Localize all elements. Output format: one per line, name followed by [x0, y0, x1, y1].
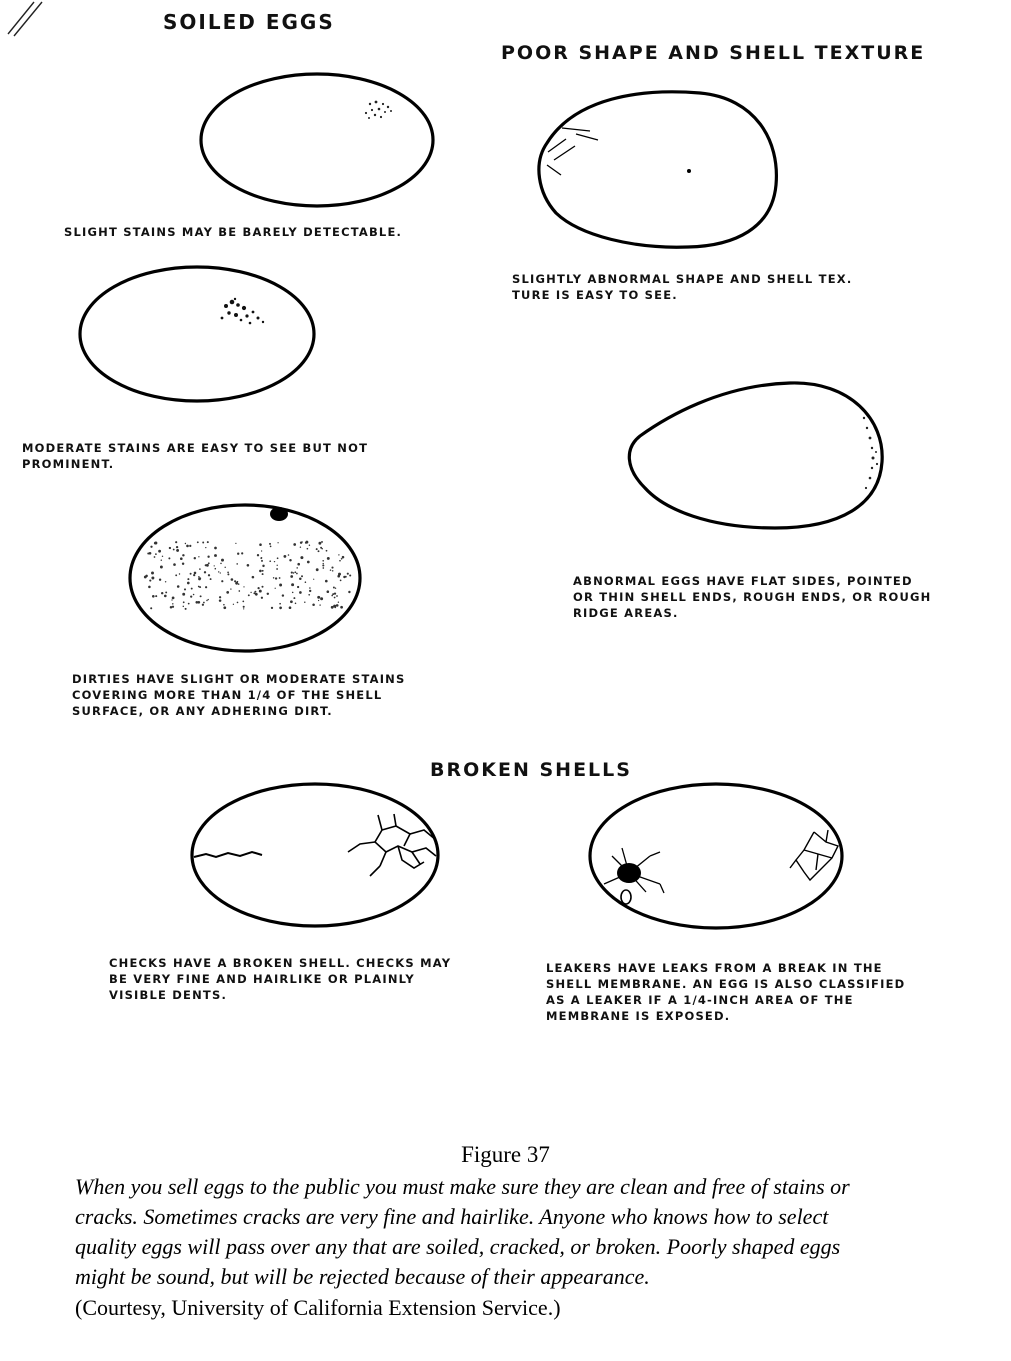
egg-moderate-stains: [80, 267, 314, 401]
caption-abnormal: ABNORMAL EGGS HAVE FLAT SIDES, POINTED OR THIN SHELL ENDS, ROUGH ENDS, OR ROUGH RIDGE AREAS.: [573, 574, 932, 620]
caption-moderate-stains: MODERATE STAINS ARE EASY TO SEE BUT NOT PROMINENT.: [22, 441, 369, 471]
egg-checks: [192, 784, 438, 926]
caption-slight-stains: SLIGHT STAINS MAY BE BARELY DETECTABLE.: [64, 225, 403, 239]
caption-dirties: DIRTIES HAVE SLIGHT OR MODERATE STAINS COVERING MORE THAN 1/4 OF THE SHELL SURFACE, OR ANY ADHERING DIRT.: [72, 672, 406, 718]
figure-caption: When you sell eggs to the public you must make sure they are clean and free of stains or cracks. Sometimes cracks are very fine and hairlike. Anyone who knows how to select quality eggs will pass over any that are soiled, cracked, or broken. Poorly shaped eggs might be sound, but will be rejected because of their appearance.: [75, 1174, 850, 1289]
egg-slightly-abnormal: [539, 92, 776, 247]
caption-leakers: LEAKERS HAVE LEAKS FROM A BREAK IN THE SHELL MEMBRANE. AN EGG IS ALSO CLASSIFIED AS A LEAKER IF A 1/4-INCH AREA OF THE MEMBRANE IS EXPOSED.: [546, 961, 906, 1023]
egg-dirties: [130, 505, 360, 651]
caption-checks: CHECKS HAVE A BROKEN SHELL. CHECKS MAY BE VERY FINE AND HAIRLIKE OR PLAINLY VISIBLE DENTS.: [109, 956, 452, 1002]
egg-leakers: [590, 784, 842, 928]
heading-broken-shells: BROKEN SHELLS: [430, 759, 632, 781]
corner-slash-marks: [8, 2, 42, 36]
egg-slight-stains: [201, 74, 433, 206]
figure-courtesy: (Courtesy, University of California Extension Service.): [75, 1295, 561, 1320]
heading-soiled-eggs: SOILED EGGS: [163, 10, 335, 34]
caption-slightly-abnormal: SLIGHTLY ABNORMAL SHAPE AND SHELL TEX. TURE IS EASY TO SEE.: [512, 272, 853, 302]
egg-abnormal: [629, 383, 882, 528]
heading-poor-shape: POOR SHAPE AND SHELL TEXTURE: [501, 42, 926, 64]
figure-title: Figure 37: [461, 1142, 550, 1167]
